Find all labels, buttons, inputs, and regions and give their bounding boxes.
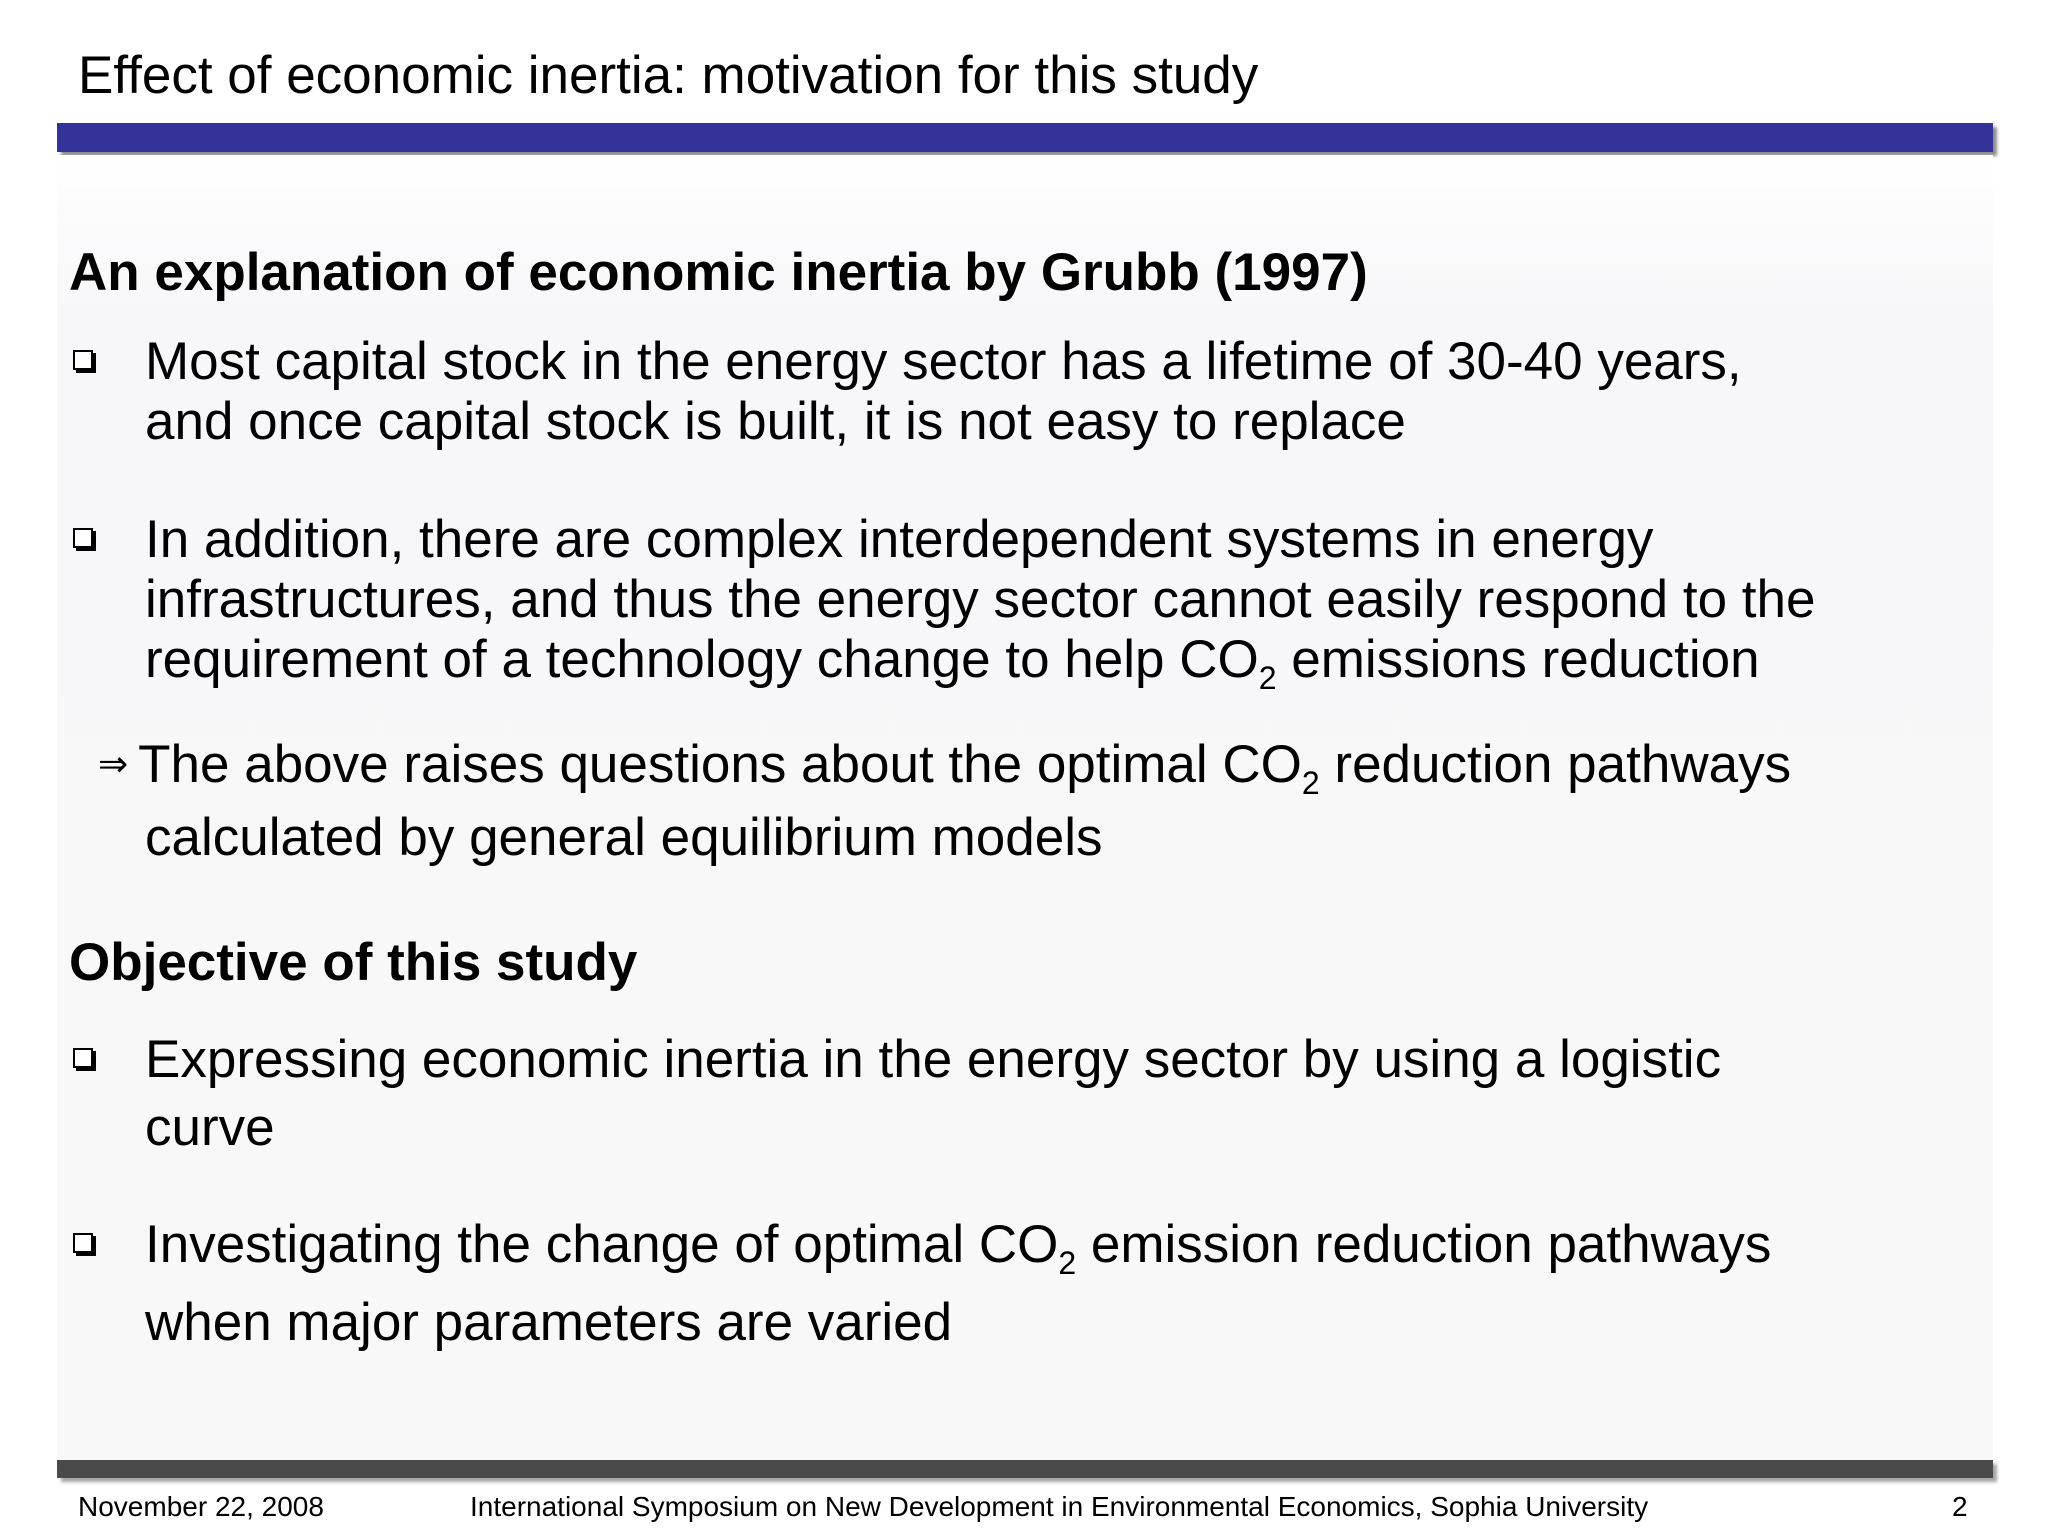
bullet-box-icon <box>73 1233 93 1253</box>
conclusion-continuation: calculated by general equilibrium models <box>145 808 1103 867</box>
text-segment: The above raises questions about the optimal CO <box>138 735 1302 794</box>
text-segment: reduction pathways <box>1319 735 1792 794</box>
bullet-line: curve <box>145 1098 275 1157</box>
bullet-line: infrastructures, and thus the energy sector cannot easily respond to the <box>145 570 1816 629</box>
bullet-line: In addition, there are complex interdependent systems in energy <box>145 510 1654 569</box>
subscript: 2 <box>1258 660 1277 696</box>
footer-date: November 22, 2008 <box>78 1491 324 1522</box>
bullet-text <box>145 1030 1985 1158</box>
footer-bar <box>57 1460 1993 1478</box>
text-segment: emission reduction pathways <box>1076 1215 1772 1274</box>
bullet-line: Most capital stock in the energy sector has a lifetime of 30-40 years, <box>145 332 1742 391</box>
bullet-box-icon <box>73 350 93 370</box>
bullet-text <box>145 1215 1985 1353</box>
conclusion-line <box>98 735 1998 801</box>
text-segment: Investigating the change of optimal CO <box>145 1215 1059 1274</box>
text-segment: emissions reduction <box>1276 630 1760 689</box>
bullet-line <box>145 630 1985 696</box>
title-bar <box>57 123 1993 152</box>
bullet-box-icon <box>73 1048 93 1068</box>
slide-title: Effect of economic inertia: motivation for this study <box>78 46 1259 105</box>
bullet-text <box>145 332 1985 452</box>
implies-arrow-icon: ⇒ <box>98 744 129 785</box>
subscript: 2 <box>1058 1245 1077 1281</box>
bullet-box-icon <box>73 528 93 548</box>
footer-event: International Symposium on New Development in Environmental Economics, Sophia University <box>470 1491 1649 1522</box>
bullet-text <box>145 510 1985 696</box>
page-number: 2 <box>1952 1491 1968 1522</box>
bullet-line: Expressing economic inertia in the energy sector by using a logistic <box>145 1030 1722 1089</box>
subscript: 2 <box>1301 765 1320 801</box>
section-heading-grubb: An explanation of economic inertia by Grubb (1997) <box>69 243 1368 302</box>
section-heading-objective: Objective of this study <box>69 933 638 992</box>
bullet-line: and once capital stock is built, it is not easy to replace <box>145 392 1406 451</box>
bullet-line <box>145 1215 1985 1281</box>
bullet-line: when major parameters are varied <box>145 1293 953 1352</box>
text-segment: requirement of a technology change to help CO <box>145 630 1259 689</box>
